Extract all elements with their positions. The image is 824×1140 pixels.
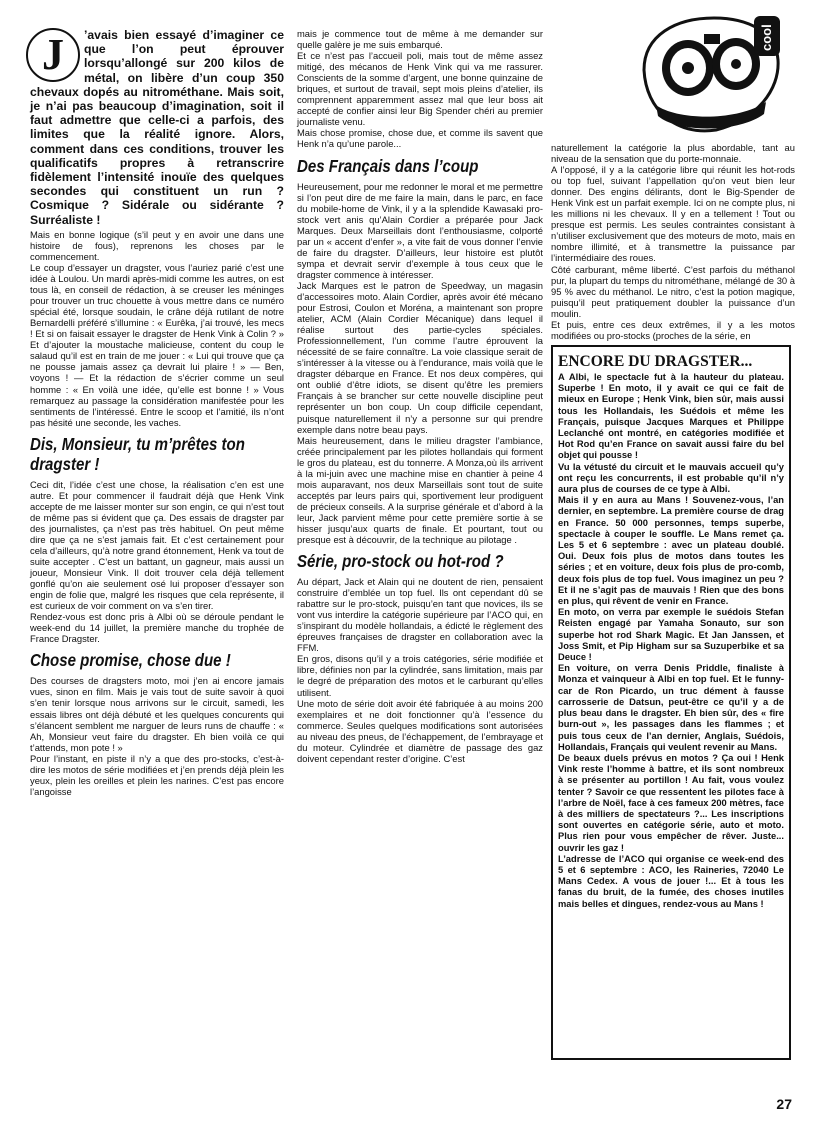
- paragraph: Heureusement, pour me redonner le moral et me permettre si l’on peut dire de me faire la main, dans le parc, en face du mobile-home de Vink, il y a la splendide Kawasaki pro-stock vert anis qu’Alain Cordier a préparée pour Jack Marques. Deux Marseillais dont l’enthousiasme, colporté par un « accent d’enfer », a vite fait de vous donner l’envie de faire du dragster. D’ailleurs, leur histoire est plutôt sympa et devrait servir d’exemple à tous ceux que le dragster commence à intéresser.: [297, 180, 543, 280]
- sidebar-paragraph: En moto, on verra par exemple le suédois Stefan Reisten engagé par Yamaha Sonauto, sur son superbe hot rod Shark Magic. Et Jan Janssen, et Joss Smit, et Pip Higham sur sa Suzuperbike et sa Deuce !: [558, 607, 784, 663]
- section-heading: Chose promise, chose due !: [30, 650, 231, 671]
- article-lead: [30, 28, 284, 227]
- section-heading: Des Français dans l’coup: [297, 155, 479, 176]
- paragraph: Et ce n’est pas l’accueil poli, mais tout de même assez mitigé, des mécanos de Henk Vink qui va me rassurer. Conscients de la somme d’argent, une bonne quinzaine de briques, et surtout de travail, sept mois pleins d’atelier, ils comprennent apparemment assez mal que leur boss ait accepté de confier ainsi leur Big Spender chéri au premier journaliste venu.: [297, 50, 543, 128]
- paragraph: Rendez-vous est donc pris à Albi où se déroule pendant le week-end du 14 juillet, la première manche du trophée de France Dragster.: [30, 611, 284, 645]
- paragraph: Et puis, entre ces deux extrêmes, il y a les motos modifiées ou pro-stocks (proches de la série, en: [551, 318, 795, 341]
- column-3: [551, 142, 795, 341]
- page-number: 27: [776, 1096, 792, 1112]
- paragraph: Mais en bonne logique (s’il peut y en avoir une dans une histoire de fous), reprenons les choses par le commencement.: [30, 228, 284, 262]
- cool-logo: [636, 10, 786, 142]
- paragraph: Mais chose promise, chose due, et comme ils savent que Henk n’a qu’une parole...: [297, 127, 543, 150]
- paragraph: Pour l’instant, en piste il n’y a que des pro-stocks, c’est-à-dire les motos de série modifiées et j’en prends déjà plein les yeux, plein les oreilles et plein les narines. C’est pas encore l’angoisse: [30, 752, 284, 797]
- sidebar-box: [551, 345, 791, 1060]
- paragraph: Une moto de série doit avoir été fabriquée à au moins 200 exemplaires et ne doit fonctionner qu’à l’essence du commerce. Seules quelques modifications sont autorisées au niveau des pneus, de l’échappement, de l’embrayage et du moteur. Cylindrée et diamètre de passage des gaz doivent cependant rester d’origine. C’est: [297, 697, 543, 764]
- dropcap: J: [26, 28, 80, 82]
- paragraph: naturellement la catégorie la plus abordable, tant au niveau de la sensation que du porte-monnaie.: [551, 142, 795, 165]
- sidebar-paragraph: De beaux duels prévus en motos ? Ça oui ! Henk Vink reste l’homme à battre, et ils sont nombreux à se présenter au portillon ! Au fait, vous voulez tenter ? Savoir ce que ressentent les pilotes face à l’arbre de Noël, face à ces fameux 200 mètres, face à des milliers de spectateurs ?... Les inscriptions sont ouvertes en catégorie série, auto et moto. Plus rien pour vous empêcher de rêver. Juste... ouvrir les gaz !: [558, 752, 784, 853]
- section-heading: Série, pro-stock ou hot-rod ?: [297, 551, 504, 572]
- logo-text: cool: [759, 24, 774, 52]
- lead-text: ’avais bien essayé d’imaginer ce que l’on peut éprouver lorsqu’allongé sur 200 kilos de métal, on libère d’un coup 350 chevaux dopés au nitrométhane. Mais soit, je n’ai pas beaucoup d’imagination, soit il faut admettre que celle-ci a parfois, des limites que la réalité ignore. Alors, comment dans ces conditions, trouver les qualificatifs propres à retranscrire fidèlement l’intensité inouïe des quelques secondes qui constituent un run ? Cosmique ? Sidérale ou sidérante ? Surréaliste !: [30, 28, 284, 227]
- paragraph: Mais heureusement, dans le milieu dragster l’ambiance, créée principalement par les pilotes hollandais qui forment le gros du plateau, est du tonnerre. A Monza,où ils arrivent à la mi-juin avec une machine mise en chantier à peine 4 mois auparavant, nos deux Marseillais sont tout de suite acceptés par leurs pairs qui, sportivement leur prodiguent de précieux conseils. A la surprise générale et d’abord à la leur, Jack parvient même pour cette première sortie à se hisser jusqu’aux quarts de finale. Et pourtant, tout ou presque est à découvrir, de la technique au pilotage .: [297, 434, 543, 546]
- sidebar-paragraph: L’adresse de l’ACO qui organise ce week-end des 5 et 6 septembre : ACO, les Raineries, 72040 Le Mans Cedex. A vous de jouer !... Et à tous les fanas du bruit, de la fumée, des choses inutiles mais belles et dingues, rendez-vous au Mans !: [558, 853, 784, 909]
- column-1: [30, 28, 284, 797]
- paragraph: En gros, disons qu’il y a trois catégories, série modifiée et libre, définies non par la cylindrée, sans limitation, mais par le degré de préparation des motos et le carburant qu’elles utilisent.: [297, 653, 543, 698]
- column-2: [297, 28, 543, 764]
- paragraph: A l’opposé, il y a la catégorie libre qui réunit les hot-rods ou top fuel, suivant l’appellation qu’on veut bien leur donner. Des engins délirants, dont le Big-Spender de Henk Vink est un parfait exemple. Ici on ne compte plus, ni les millions ni les chevaux. Il y en a tellement ! Tout ou presque est permis. Les seules contraintes consistant à n’utiliser exclusivement que des moteurs de moto, mais en nombre illimité, et à transmettre la puissance par l’intermédiaire des roues.: [551, 164, 795, 264]
- section-heading: Dis, Monsieur, tu m’prêtes ton dragster !: [30, 433, 245, 474]
- paragraph: mais je commence tout de même à me demander sur quelle galère je me suis embarqué.: [297, 28, 543, 51]
- paragraph: Le coup d’essayer un dragster, vous l’auriez parié c’est une idée à Loulou. Un mardi après-midi comme les autres, on est tous là, en conseil de rédaction, à se creuser les méninges pour trouver un truc chouette à vous mettre dans ce numéro spécial été, lorsque soudain, le crâne déjà rutilant de notre Bernardelli préféré s’illumine : « Eurêka, j’ai trouvé, les mecs ! Et si on faisait essayer le dragster de Henk Vink à Colin ? » Et d’ajouter la moustache malicieuse, content du coup le salaud qu’il est en train de me jouer : « Lui qui trouve que ça ne pousse jamais assez ça devrait lui plaire ! » — Ben, voyons ! — Et la rédaction de s’écrier comme un seul homme : « En voilà une idée, qu’elle est bonne ! » Vous remarquez au passage la considération manifestée pour les sentiments de l’intéressé. Entre le scoop et l’amitié, ils n’ont pas hésité une seconde, les vaches.: [30, 261, 284, 428]
- sidebar-paragraph: Vu la vétusté du circuit et le mauvais accueil qu’y ont reçu les concurrents, il est probable qu’il n’y aura plus de courses de ce type à Albi.: [558, 461, 784, 495]
- paragraph: Jack Marques est le patron de Speedway, un magasin d’accessoires moto. Alain Cordier, après avoir été mécano pour Estrosi, Coulon et Moréna, a maintenant son propre atelier, ACM (Alain Cordier Mécanique) dans lequel il réalise surtout des partie-cycles spéciales. Professionnellement, l’un comme l’autre éprouvent la nécessité de se faire connaître. La voie classique serait de s’intéresser à la vitesse ou à l’endurance, mais voilà que le dragster débarque en France. Et nos deux compères, qui ont oublié d’être idiots, se disent qu’être les premiers Français à se brancher sur cette nouvelle discipline peut représenter un bon coup. Un coup difficile cependant, puisque naturellement il n’y a personne sur qui prendre exemple dans notre beau pays.: [297, 279, 543, 435]
- sidebar-paragraph: A Albi, le spectacle fut à la hauteur du plateau. Superbe ! En moto, il y avait ce qui ce fait de mieux en Europe ; Henk Vink, bien sûr, mais aussi tous les Hollandais, les Suédois et même les Français, puisque Jacques Marques et Philippe Leclanché ont montré, en catégories modifiée et Hot Rod qu’en France on savait aussi faire du bel objet qui pousse !: [558, 372, 784, 461]
- paragraph: Ceci dit, l’idée c’est une chose, la réalisation c’en est une autre. Et pour commencer il faudrait déjà que Henk Vink accepte de me laisser monter sur son engin, ce qui n’est tout de même pas si évident que ça. Des essais de dragster par des journalistes, ça n’est pas très habituel. On peut même dire que ça ne s’est jamais fait. Et c’est certainement pour cela d’ailleurs, qu’à notre grand étonnement, Henk va tout de suite accepter . C’est un battant, un gagneur, mais aussi un joueur, Monsieur Vink. Il doit trouver cela déjà tellement gonflé qu’on aie seulement osé lui proposer d’essayer son engin de folie que, malgré les risques que cela représente, il est curieux de voir comment on va s’en tirer.: [30, 478, 284, 612]
- paragraph: Au départ, Jack et Alain qui ne doutent de rien, pensaient construire d’emblée un top fuel. Ils ont cependant dû se rabattre sur le pro-stock, puisqu’en tant que novices, ils se vont vus interdire la catégorie supérieure par l’ACO qui, en s’inspirant du modèle hollandais, a édicté le règlement des épreuves françaises de dragster en collaboration avec la FFM.: [297, 576, 543, 654]
- paragraph: Des courses de dragsters moto, moi j’en ai encore jamais vues, sinon en film. Mais je vais tout de suite savoir à quoi s’en tenir lorsque nous arrivons sur le circuit, samedi, les essais libres ont déjà débuté et les quelques concurents qui s’élancent semblent me narguer de leurs runs de chauffe : « Ah, Monsieur veut faire du dragster. Eh bien voilà ce qui t’attends, mon pote ! »: [30, 675, 284, 753]
- sidebar-paragraph: En voiture, on verra Denis Priddle, finaliste à Monza et vainqueur à Albi en top fuel. Et le funny-car de Ron Picardo, un truc dément à fausse carrosserie de Datsun, peut-être ce qu’il y a de plus beau dans le dragster. Eh bien sûr, des « fire burn-out », les passages dans les flammes ; et puis tous ceux de l’an dernier, Anglais, Suédois, Hollandais, Français qui veulent revenir au Mans.: [558, 663, 784, 752]
- paragraph: Côté carburant, même liberté. C’est parfois du méthanol pur, la plupart du temps du nitrométhane, mélangé de 30 à 95 % avec du méthanol. Le nitro, c’est la potion magique, puisqu’il peut pratiquement doubler la puissance d’un moulin.: [551, 263, 795, 319]
- sidebar-paragraph: Mais il y en aura au Mans ! Souvenez-vous, l’an dernier, en septembre. La première course de drag en France. 50 000 personnes, temps superbe, spectacle à couper le souffle. Le Mans remet ça. Les 5 et 6 septembre : avec un plateau doublé. Oui. Deux fois plus de motos dans toutes les séries ; et en voiture, deux fois plus de pro-comb, deux fois plus de top fuel. Vous imaginez un peu ? Et il ne s’agit pas de mauvais ! Rien que des bons en plus, qui rêvent de venir en France.: [558, 495, 784, 607]
- sidebar-title: ENCORE DU DRAGSTER...: [558, 353, 753, 370]
